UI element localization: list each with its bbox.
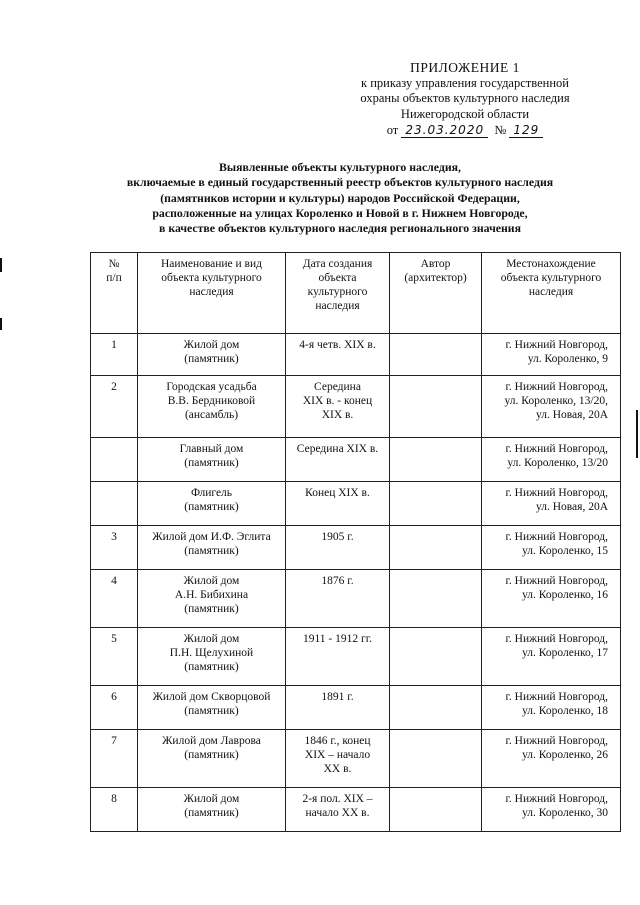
object-name-cell — [138, 686, 286, 730]
creation-date-cell — [286, 376, 390, 438]
table-row — [91, 334, 621, 376]
cell-line: г. Нижний Новгород, — [505, 793, 608, 805]
cell-line: (памятник) — [184, 545, 239, 557]
cell-line: (памятник) — [184, 749, 239, 761]
location-cell — [482, 730, 621, 788]
location-cell — [482, 482, 621, 526]
cell-line: объекта культурного — [500, 272, 602, 284]
cell-line: (архитектор) — [404, 272, 467, 284]
document-heading — [85, 160, 595, 236]
cell-line: 1876 г. — [321, 575, 354, 587]
cell-line: Главный дом — [179, 443, 244, 455]
cell-line: XIX в. - конец — [302, 395, 373, 407]
cell-line: Местонахождение — [506, 258, 596, 270]
cell-line: ул. Новая, 20А — [535, 409, 608, 421]
creation-date-cell — [286, 438, 390, 482]
cell-line: 1891 г. — [321, 691, 354, 703]
handwritten-date: 23.03.2020 — [401, 123, 488, 138]
appendix-line: охраны объектов культурного наследия — [360, 91, 570, 105]
cell-line: ул. Короленко, 17 — [522, 647, 608, 659]
object-name-cell — [138, 628, 286, 686]
scan-edge-mark — [636, 410, 638, 458]
header-date — [286, 253, 390, 334]
cell-line: ул. Короленко, 15 — [522, 545, 608, 557]
cell-line: Жилой дом — [183, 633, 240, 645]
cell-line: XIX в. — [321, 409, 354, 421]
scan-edge-mark — [0, 258, 2, 272]
table-row — [91, 438, 621, 482]
cell-line: XIX – начало — [304, 749, 371, 761]
creation-date-cell — [286, 334, 390, 376]
heading-line: в качестве объектов культурного наследия регионального значения — [159, 221, 521, 236]
cell-line: Жилой дом Скворцовой — [152, 691, 271, 703]
row-number-cell: 4 — [91, 570, 138, 628]
cell-line: 4-я четв. XIX в. — [299, 339, 376, 351]
creation-date-cell — [286, 628, 390, 686]
cell-line: 1846 г., конец — [304, 735, 371, 747]
cell-line: объекта — [318, 272, 357, 284]
cell-line: Наименование и вид — [161, 258, 262, 270]
row-number-cell: 6 — [91, 686, 138, 730]
cell-line: ул. Короленко, 13/20 — [507, 457, 608, 469]
cell-line: (ансамбль) — [184, 409, 239, 421]
author-cell — [390, 438, 482, 482]
creation-date-cell — [286, 526, 390, 570]
cell-line: п/п — [106, 272, 122, 284]
cell-line: г. Нижний Новгород, — [505, 691, 608, 703]
author-cell — [390, 628, 482, 686]
cell-line: (памятник) — [184, 603, 239, 615]
number-prefix: № — [494, 123, 507, 137]
cell-line: (памятник) — [184, 501, 239, 513]
cell-line: Дата создания — [302, 258, 373, 270]
cell-line: № — [108, 258, 120, 270]
header-location — [482, 253, 621, 334]
location-cell — [482, 788, 621, 832]
row-number-cell: 7 — [91, 730, 138, 788]
cell-line: Жилой дом — [183, 339, 240, 351]
row-number-cell: 2 — [91, 376, 138, 438]
cell-line: (памятник) — [184, 457, 239, 469]
cell-line: г. Нижний Новгород, — [505, 487, 608, 499]
object-name-cell — [138, 570, 286, 628]
cell-line: В.В. Бердниковой — [167, 395, 256, 407]
object-name-cell — [138, 334, 286, 376]
row-number-cell: 3 — [91, 526, 138, 570]
object-name-cell — [138, 482, 286, 526]
date-prefix: от — [386, 123, 399, 137]
author-cell — [390, 334, 482, 376]
table-row — [91, 570, 621, 628]
table-row — [91, 526, 621, 570]
appendix-line: к приказу управления государственной — [361, 75, 569, 90]
cell-line: Жилой дом — [183, 793, 240, 805]
header-author — [390, 253, 482, 334]
author-cell — [390, 376, 482, 438]
row-number-cell: 5 — [91, 628, 138, 686]
header-num — [91, 253, 138, 334]
table-header-row — [91, 253, 621, 334]
cell-line: ул. Новая, 20А — [535, 501, 608, 513]
author-cell — [390, 788, 482, 832]
cell-line: (памятник) — [184, 705, 239, 717]
cell-line: Середина XIX в. — [296, 443, 379, 455]
handwritten-number: 129 — [509, 123, 543, 138]
cell-line: 1911 - 1912 гг. — [302, 633, 373, 645]
table-row — [91, 628, 621, 686]
object-name-cell — [138, 376, 286, 438]
cell-line: г. Нижний Новгород, — [505, 381, 608, 393]
cell-line: наследия — [528, 286, 574, 298]
cell-line: Середина — [314, 381, 361, 393]
cell-line: (памятник) — [184, 661, 239, 673]
cell-line: П.Н. Щелухиной — [169, 647, 254, 659]
creation-date-cell — [286, 482, 390, 526]
cell-line: XX в. — [323, 763, 352, 775]
cell-line: (памятник) — [184, 353, 239, 365]
cell-line: Автор — [420, 258, 451, 270]
appendix-date-line — [330, 123, 600, 139]
row-number-cell: 1 — [91, 334, 138, 376]
object-name-cell — [138, 526, 286, 570]
table-row — [91, 730, 621, 788]
cell-line: ул. Короленко, 16 — [522, 589, 608, 601]
cell-line: наследия — [189, 286, 234, 298]
creation-date-cell — [286, 570, 390, 628]
cell-line: ул. Короленко, 26 — [522, 749, 608, 761]
appendix-block — [330, 60, 600, 139]
cell-line: культурного — [307, 286, 368, 298]
cell-line: А.Н. Бибихина — [174, 589, 249, 601]
location-cell — [482, 628, 621, 686]
cell-line: наследия — [315, 300, 360, 312]
cell-line: объекта культурного — [161, 272, 262, 284]
author-cell — [390, 526, 482, 570]
row-number-cell: 8 — [91, 788, 138, 832]
cell-line: г. Нижний Новгород, — [505, 575, 608, 587]
heading-line: включаемые в единый государственный реестр объектов культурного наследия — [126, 175, 554, 190]
cell-line: г. Нижний Новгород, — [505, 531, 608, 543]
cell-line: ул. Короленко, 13/20, — [504, 395, 608, 407]
cell-line: г. Нижний Новгород, — [505, 633, 608, 645]
cell-line: Жилой дом — [183, 575, 240, 587]
cell-line: 2-я пол. XIX – — [302, 793, 373, 805]
cell-line: 1905 г. — [321, 531, 354, 543]
cell-line: ул. Короленко, 18 — [522, 705, 608, 717]
author-cell — [390, 730, 482, 788]
heading-line: Выявленные объекты культурного наследия, — [219, 160, 461, 174]
row-number-cell — [91, 482, 138, 526]
cell-line: Городская усадьба — [166, 381, 257, 393]
cell-line: Конец XIX в. — [305, 487, 370, 499]
location-cell — [482, 438, 621, 482]
object-name-cell — [138, 788, 286, 832]
location-cell — [482, 570, 621, 628]
cell-line: г. Нижний Новгород, — [505, 443, 608, 455]
table-row — [91, 788, 621, 832]
location-cell — [482, 334, 621, 376]
header-name — [138, 253, 286, 334]
creation-date-cell — [286, 686, 390, 730]
object-name-cell — [138, 730, 286, 788]
author-cell — [390, 686, 482, 730]
cell-line: Жилой дом Лаврова — [162, 735, 261, 747]
cell-line: начало XX в. — [305, 807, 370, 819]
location-cell — [482, 686, 621, 730]
cell-line: г. Нижний Новгород, — [505, 735, 608, 747]
cell-line: г. Нижний Новгород, — [505, 339, 608, 351]
cell-line: ул. Короленко, 9 — [527, 353, 608, 365]
cell-line: Флигель — [190, 487, 233, 499]
location-cell — [482, 526, 621, 570]
row-number-cell — [91, 438, 138, 482]
object-name-cell — [138, 438, 286, 482]
table-row — [91, 376, 621, 438]
cell-line: (памятник) — [184, 807, 239, 819]
heritage-table — [90, 252, 621, 832]
creation-date-cell — [286, 788, 390, 832]
heading-line: расположенные на улицах Короленко и Новой в г. Нижнем Новгороде, — [152, 205, 528, 220]
creation-date-cell — [286, 730, 390, 788]
scan-edge-mark — [0, 318, 2, 330]
author-cell — [390, 482, 482, 526]
cell-line: ул. Короленко, 30 — [522, 807, 608, 819]
appendix-line: Нижегородской области — [400, 106, 530, 121]
cell-line: Жилой дом И.Ф. Эглита — [152, 531, 271, 543]
table-row — [91, 686, 621, 730]
table-row — [91, 482, 621, 526]
location-cell — [482, 376, 621, 438]
heading-line: (памятников истории и культуры) народов Российской Федерации, — [160, 190, 520, 205]
author-cell — [390, 570, 482, 628]
appendix-title: ПРИЛОЖЕНИЕ 1 — [410, 60, 520, 75]
